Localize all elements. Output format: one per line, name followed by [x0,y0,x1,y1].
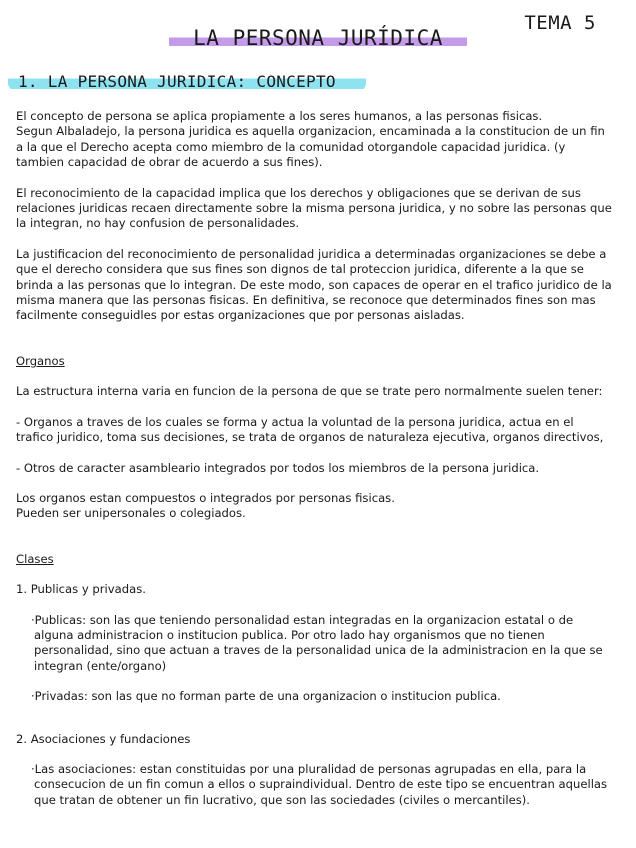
organos-p1: Los organos estan compuestos o integrados por personas fisicas. [16,490,395,505]
organos-p2: Pueden ser unipersonales o colegiados. [16,506,246,521]
organos-heading: Organos [16,353,65,368]
tema-label: TEMA 5 [524,12,596,34]
organos-item-1: - Organos a traves de los cuales se forma y actua la voluntad de la persona juridica, actua en el trafico juridico, toma sus decisiones, se trata de organos de naturaleza ejecutiva, organos directivos, [16,414,604,445]
organos-item-2: - Otros de caracter asambleario integrados por todos los miembros de la persona juridica. [16,460,540,475]
clases-privadas: ·Privadas: son las que no forman parte de una organizacion o institucion publica. [31,689,501,704]
concepto-p2: Segun Albaladejo, la persona juridica es aquella organizacion, encaminada a la constitucion de un fin a la que el Derecho acepta como miembro de la comunidad otorgandole capacidad juridica. (y tambien capacidad de obrar de acuerdo a sus fines). [16,124,605,170]
clases-publicas: ·Publicas: son las que teniendo personalidad estan integradas en la organizacion estatal o de alguna administracion o institucion publica. Por otro lado hay organismos que no tienen personalidad, sino que actuan a traves de la personalidad unica de la administracion en la que se integran (ente/organo) [31,612,603,673]
organos-intro: La estructura interna varia en funcion de la persona de que se trate pero normalmente suelen tener: [16,384,603,399]
page-title: LA PERSONA JURÍDICA [169,26,467,50]
clases-item-2: 2. Asociaciones y fundaciones [16,731,191,746]
title-wrap [0,26,636,50]
clases-asociaciones: ·Las asociaciones: estan constituidas por una pluralidad de personas agrupadas en ella, para la consecucion de un fin comun a ellos o supraindividual. Dentro de este tipo se encuentran aquellas que tratan de obtener un fin lucrativo, que son las sociedades (civiles o mercantiles). [31,761,608,807]
concepto-p1: El concepto de persona se aplica propiamente a los seres humanos, a las personas fisicas. [16,109,543,123]
concepto-p4: La justificacion del reconocimiento de personalidad juridica a determinadas organizaciones se debe a que el derecho considera que sus fines son dignos de tal proteccion juridica, diferente a la que se brinda a las personas que lo integran. De este modo, son capaces de operar en el trafico juridico de la misma manera que las personas fisicas. En definitiva, se reconoce que determinados fines son mas facilmente conseguidles por estas organizaciones que por personas aisladas. [16,246,612,323]
clases-item-1: 1. Publicas y privadas. [16,582,146,597]
concepto-p3: El reconocimiento de la capacidad implica que los derechos y obligaciones que se derivan de sus relaciones juridicas recaen directamente sobre la misma persona juridica, y no sobre las personas que la integran, no hay confusion de personalidades. [16,185,612,231]
section-heading: 1. LA PERSONA JURIDICA: CONCEPTO [8,72,366,91]
clases-heading: Clases [16,551,54,566]
document-body [16,109,612,808]
